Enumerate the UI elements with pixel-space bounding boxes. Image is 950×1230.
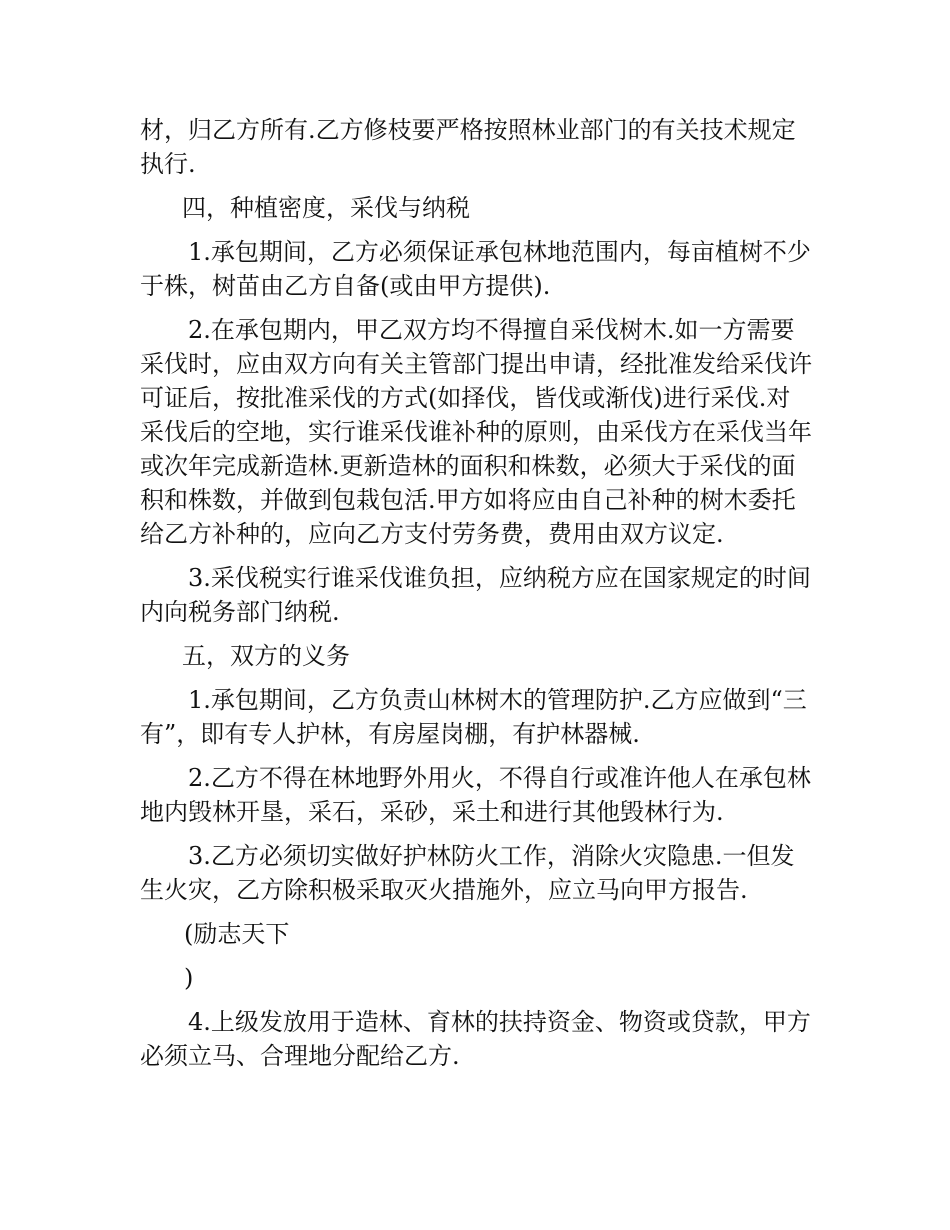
clause-5-3: 3.乙方必须切实做好护林防火工作，消除火灾隐患.一但发生火灾，乙方除积极采取灭火措施外，应立马向甲方报告. [140, 842, 795, 904]
clause-5-4: 4.上级发放用于造林、育林的扶持资金、物资或贷款，甲方必须立马、合理地分配给乙方. [140, 1008, 811, 1070]
clause-5-1: 1.承包期间，乙方负责山林树木的管理防护.乙方应做到“三有”，即有专人护林，有房屋岗棚，有护林器械. [140, 686, 807, 748]
section-heading-five: 五，双方的义务 [182, 642, 350, 670]
document-body [140, 113, 812, 1083]
clause-4-1: 1.承包期间，乙方必须保证承包林地范围内，每亩植树不少于株，树苗由乙方自备(或由甲方提供). [140, 238, 811, 300]
note-open: (励志天下 [184, 920, 290, 948]
section-heading-four: 四，种植密度，采伐与纳税 [182, 194, 470, 222]
clause-4-2: 2.在承包期内，甲乙双方均不得擅自采伐树木.如一方需要采伐时，应由双方向有关主管部门提出申请，经批准发给采伐许可证后，按批准采伐的方式(如择伐，皆伐或渐伐)进行采伐.对采伐后的空地，实行谁采伐谁补种的原则，由采伐方在采伐当年或次年完成新造林.更新造林的面积和株数，必须大于采伐的面积和株数，并做到包栽包活.甲方如将应由自己补种的树木委托给乙方补种的，应向乙方支付劳务费，费用由双方议定. [140, 316, 812, 548]
clause-5-2: 2.乙方不得在林地野外用火，不得自行或准许他人在承包林地内毁林开垦，采石，采砂，采土和进行其他毁林行为. [140, 764, 811, 826]
clause-4-3: 3.采伐税实行谁采伐谁负担，应纳税方应在国家规定的时间内向税务部门纳税. [140, 564, 811, 626]
note-close: ) [184, 964, 194, 992]
paragraph-continuation: 材，归乙方所有.乙方修枝要严格按照林业部门的有关技术规定执行. [140, 116, 796, 178]
